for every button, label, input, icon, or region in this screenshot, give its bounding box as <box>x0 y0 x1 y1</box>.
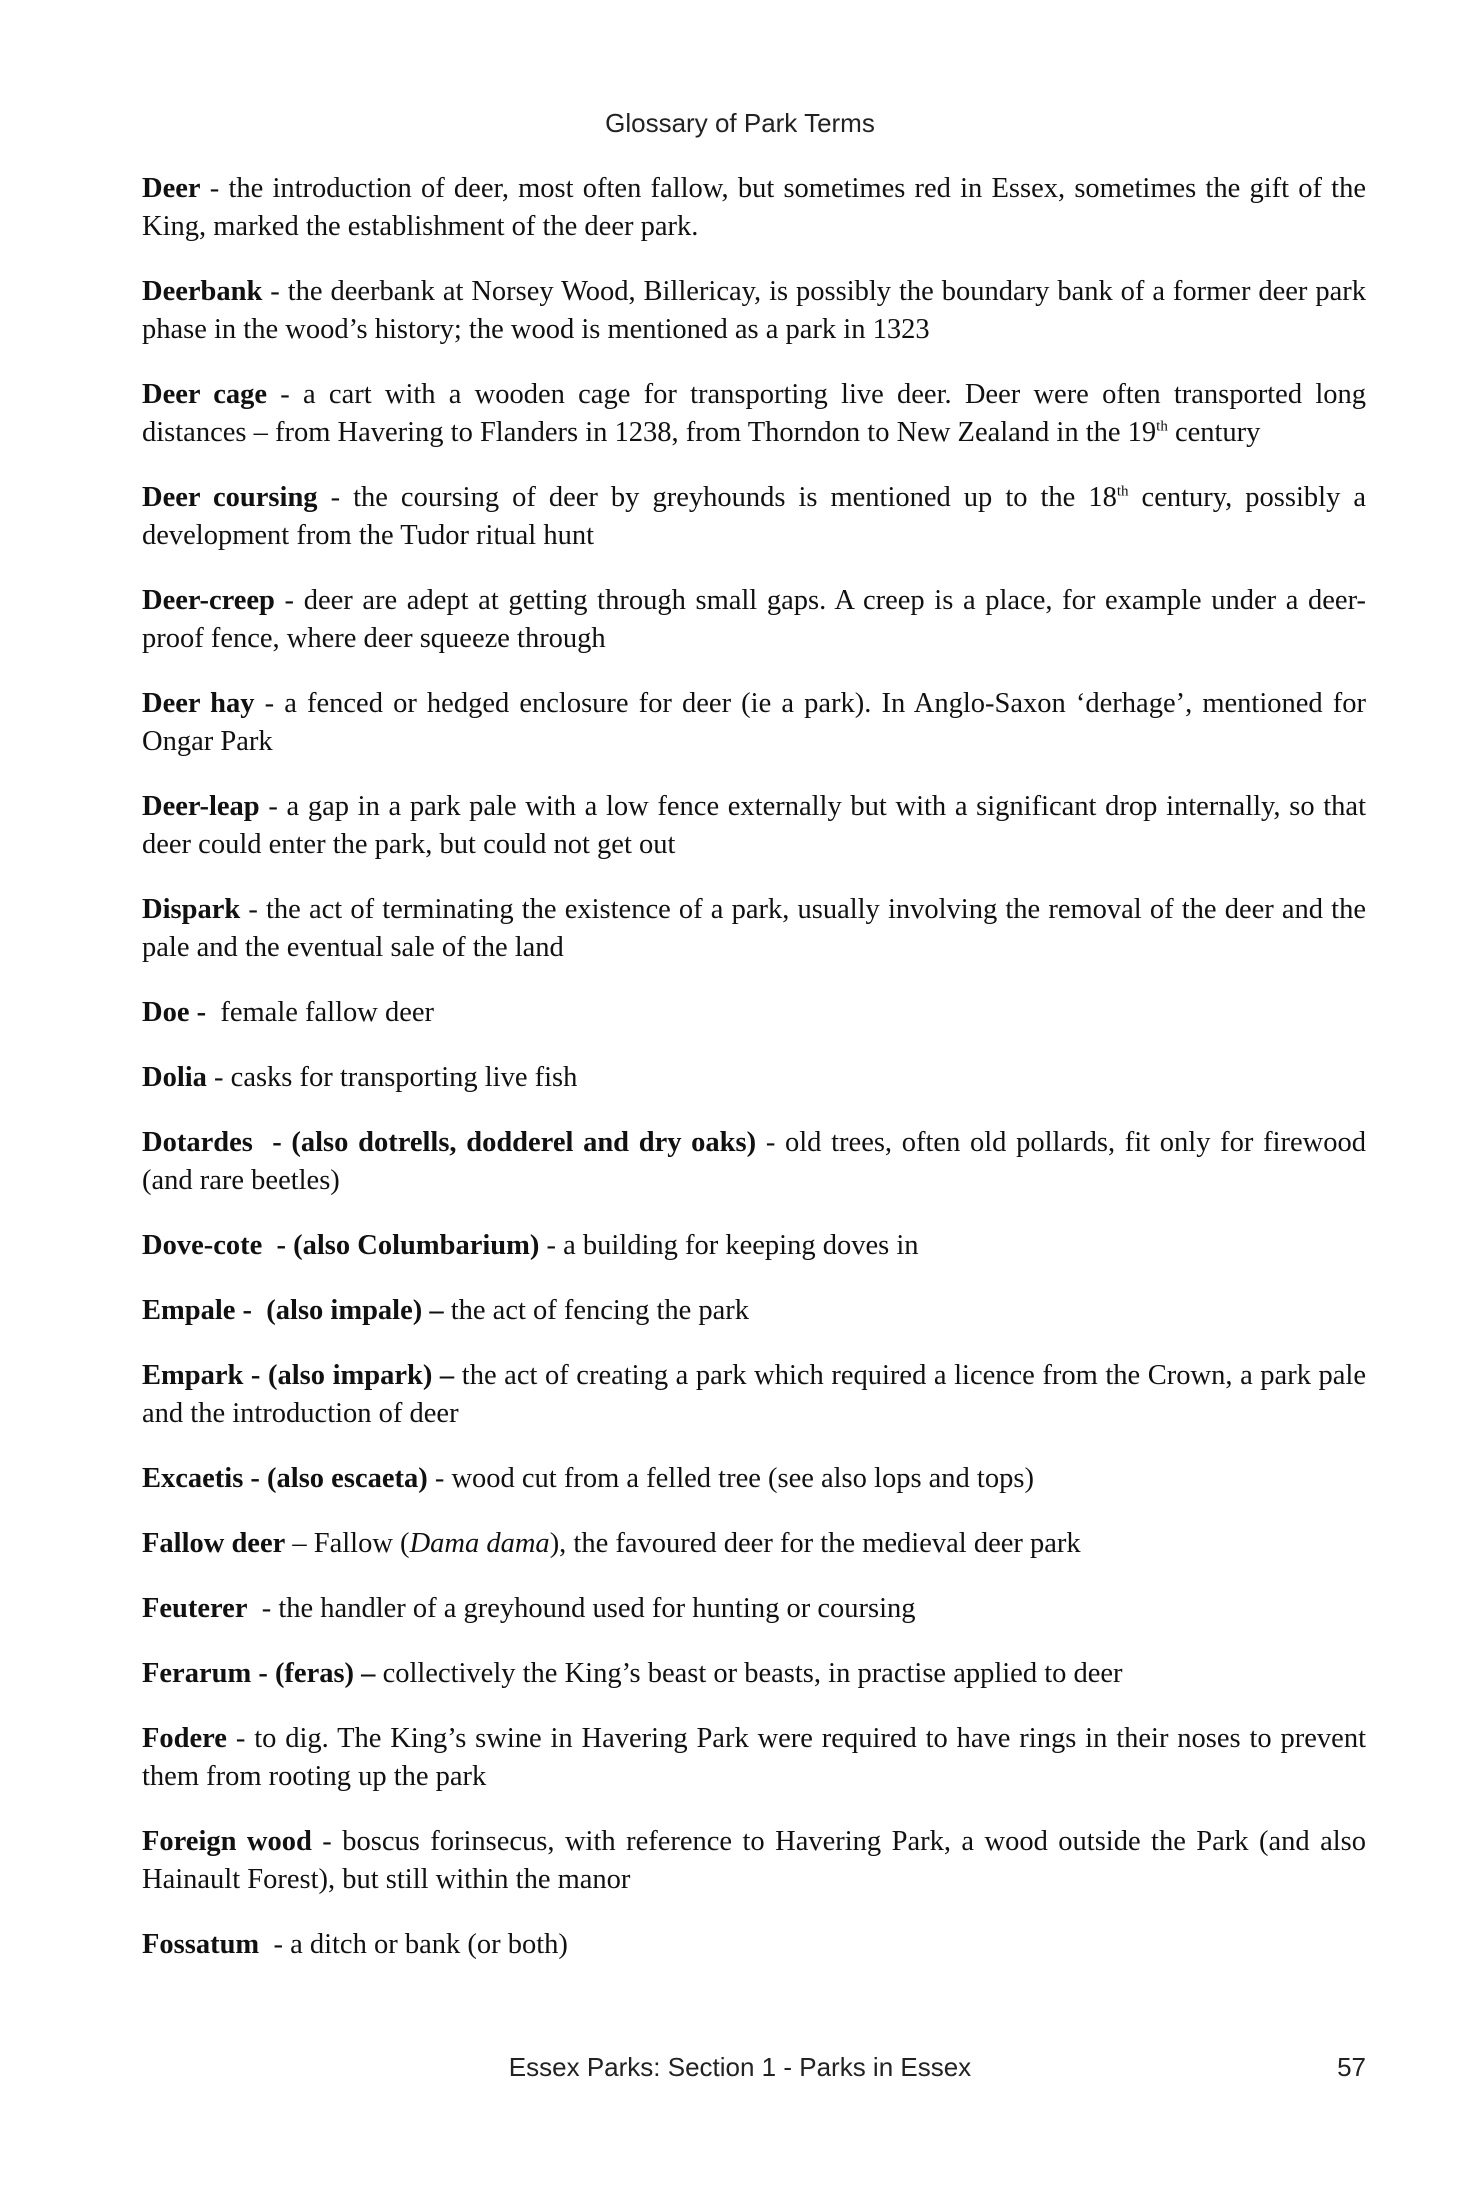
glossary-entry: Deer - the introduction of deer, most often fallow, but sometimes red in Essex, sometimes the gift of the King, marked the establishment of the deer park. <box>142 173 1366 242</box>
glossary-term: Feuterer <box>142 1593 248 1624</box>
glossary-entry: Dove-cote - (also Columbarium) - a building for keeping doves in <box>142 1230 919 1261</box>
glossary-term: Doe - <box>142 997 207 1028</box>
glossary-term: Deer-creep <box>142 585 275 616</box>
glossary-entry <box>142 994 1366 1032</box>
glossary-definition: a fenced or hedged enclosure for deer (ie a park). In Anglo-Saxon ‘derhage’, mentioned for Ongar Park <box>142 688 1366 757</box>
page-number: 57 <box>1337 2052 1366 2082</box>
glossary-entry: Deer-creep - deer are adept at getting through small gaps. A creep is a place, for example under a deer-proof fence, where deer squeeze through <box>142 585 1366 654</box>
glossary-entry: Fallow deer – Fallow (Dama dama), the favoured deer for the medieval deer park <box>142 1528 1081 1559</box>
glossary-entry: Deer hay - a fenced or hedged enclosure for deer (ie a park). In Anglo-Saxon ‘derhage’, mentioned for Ongar Park <box>142 688 1366 757</box>
glossary-entry: Deer-leap - a gap in a park pale with a low fence externally but with a significant drop internally, so that deer could enter the park, but could not get out <box>142 791 1366 860</box>
glossary-definition: a ditch or bank (or both) <box>290 1929 568 1960</box>
glossary-definition: collectively the King’s beast or beasts, in practise applied to deer <box>382 1658 1123 1689</box>
glossary-term: Deer <box>142 173 201 204</box>
species-name: Dama dama <box>409 1528 550 1559</box>
glossary-definition: to dig. The King’s swine in Havering Park were required to have rings in their noses to prevent them from rooting up the park <box>142 1723 1366 1792</box>
glossary-term: Deer-leap <box>142 791 260 822</box>
glossary-entry <box>142 1655 1366 1693</box>
glossary-term: Deer coursing <box>142 482 318 513</box>
glossary-entry: Feuterer - the handler of a greyhound used for hunting or coursing <box>142 1593 916 1624</box>
glossary-entry: Deer coursing - the coursing of deer by greyhounds is mentioned up to the 18th century, possibly a development from the Tudor ritual hunt <box>142 482 1366 551</box>
glossary-definition: the act of creating a park which required a licence from the Crown, a park pale and the introduction of deer <box>142 1360 1367 1429</box>
glossary-term: Ferarum - (feras) – <box>142 1658 376 1689</box>
glossary-term: Dotardes - (also dotrells, dodderel and dry oaks) <box>142 1127 757 1158</box>
superscript: th <box>1156 418 1168 435</box>
glossary-term: Dolia <box>142 1062 207 1093</box>
glossary-term: Fallow deer <box>142 1528 286 1559</box>
glossary-entry: Foreign wood - boscus forinsecus, with reference to Havering Park, a wood outside the Park (and also Hainault Forest), but still within the manor <box>142 1826 1366 1895</box>
footer-title: Essex Parks: Section 1 - Parks in Essex <box>508 2052 972 2082</box>
glossary-definition: casks for transporting live fish <box>230 1062 578 1093</box>
glossary-term: Foreign wood <box>142 1826 312 1857</box>
glossary-entry: Dotardes - (also dotrells, dodderel and dry oaks) - old trees, often old pollards, fit only for firewood (and rare beetles) <box>142 1127 1366 1196</box>
glossary-definition: the introduction of deer, most often fallow, but sometimes red in Essex, sometimes the gift of the King, marked the establishment of the deer park. <box>142 173 1366 242</box>
glossary-definition: a gap in a park pale with a low fence externally but with a significant drop internally, so that deer could enter the park, but could not get out <box>142 791 1366 860</box>
glossary-list <box>142 170 1366 1991</box>
glossary-definition: deer are adept at getting through small gaps. A creep is a place, for example under a deer-proof fence, where deer squeeze through <box>142 585 1366 654</box>
glossary-entry: Fodere - to dig. The King’s swine in Havering Park were required to have rings in their noses to prevent them from rooting up the park <box>142 1723 1366 1792</box>
glossary-definition: Fallow ( <box>313 1528 410 1559</box>
glossary-term: Empark - (also impark) – <box>142 1360 455 1391</box>
glossary-definition: boscus forinsecus, with reference to Havering Park, a wood outside the Park (and also Hainault Forest), but still within the manor <box>142 1826 1366 1895</box>
running-header: Glossary of Park Terms <box>605 108 875 138</box>
glossary-definition: the act of terminating the existence of a park, usually involving the removal of the deer and the pale and the eventual sale of the land <box>142 894 1367 963</box>
glossary-term: Deer cage <box>142 379 268 410</box>
glossary-definition: female fallow deer <box>220 997 434 1028</box>
glossary-entry: Dispark - the act of terminating the existence of a park, usually involving the removal of the deer and the pale and the eventual sale of the land <box>142 894 1367 963</box>
glossary-term: Deerbank <box>142 276 263 307</box>
glossary-entry: Excaetis - (also escaeta) - wood cut from a felled tree (see also lops and tops) <box>142 1463 1034 1494</box>
glossary-term: Excaetis - (also escaeta) <box>142 1463 428 1494</box>
superscript: th <box>1116 483 1129 500</box>
glossary-entry: Deerbank - the deerbank at Norsey Wood, Billericay, is possibly the boundary bank of a former deer park phase in the wood’s history; the wood is mentioned as a park in 1323 <box>142 276 1366 345</box>
glossary-entry: Fossatum - a ditch or bank (or both) <box>142 1929 568 1960</box>
glossary-definition: the deerbank at Norsey Wood, Billericay, is possibly the boundary bank of a former deer park phase in the wood’s history; the wood is mentioned as a park in 1323 <box>142 276 1366 345</box>
glossary-definition: the handler of a greyhound used for hunting or coursing <box>278 1593 916 1624</box>
glossary-entry: Dolia - casks for transporting live fish <box>142 1062 578 1093</box>
glossary-definition: the act of fencing the park <box>450 1295 750 1326</box>
glossary-term: Deer hay <box>142 688 255 719</box>
glossary-term: Dove-cote - (also Columbarium) <box>142 1230 540 1261</box>
glossary-definition: the coursing of deer by greyhounds is mentioned up to the 18 <box>353 482 1117 513</box>
glossary-term: Dispark <box>142 894 241 925</box>
glossary-definition: old trees, often old pollards, fit only for firewood (and rare beetles) <box>142 1127 1366 1196</box>
glossary-definition: wood cut from a felled tree (see also lops and tops) <box>451 1463 1034 1494</box>
glossary-term: Fossatum <box>142 1929 260 1960</box>
glossary-term: Empale - (also impale) – <box>142 1295 444 1326</box>
glossary-definition: a building for keeping doves in <box>563 1230 919 1261</box>
glossary-entry <box>142 1357 1366 1433</box>
glossary-entry: Deer cage - a cart with a wooden cage for transporting live deer. Deer were often transported long distances – from Havering to Flanders in 1238, from Thorndon to New Zealand in the 19th century <box>142 379 1366 448</box>
glossary-term: Fodere <box>142 1723 227 1754</box>
glossary-entry <box>142 1292 1366 1330</box>
glossary-definition: a cart with a wooden cage for transporting live deer. Deer were often transported long distances – from Havering to Flanders in 1238, from Thorndon to New Zealand in the 19 <box>142 379 1366 448</box>
